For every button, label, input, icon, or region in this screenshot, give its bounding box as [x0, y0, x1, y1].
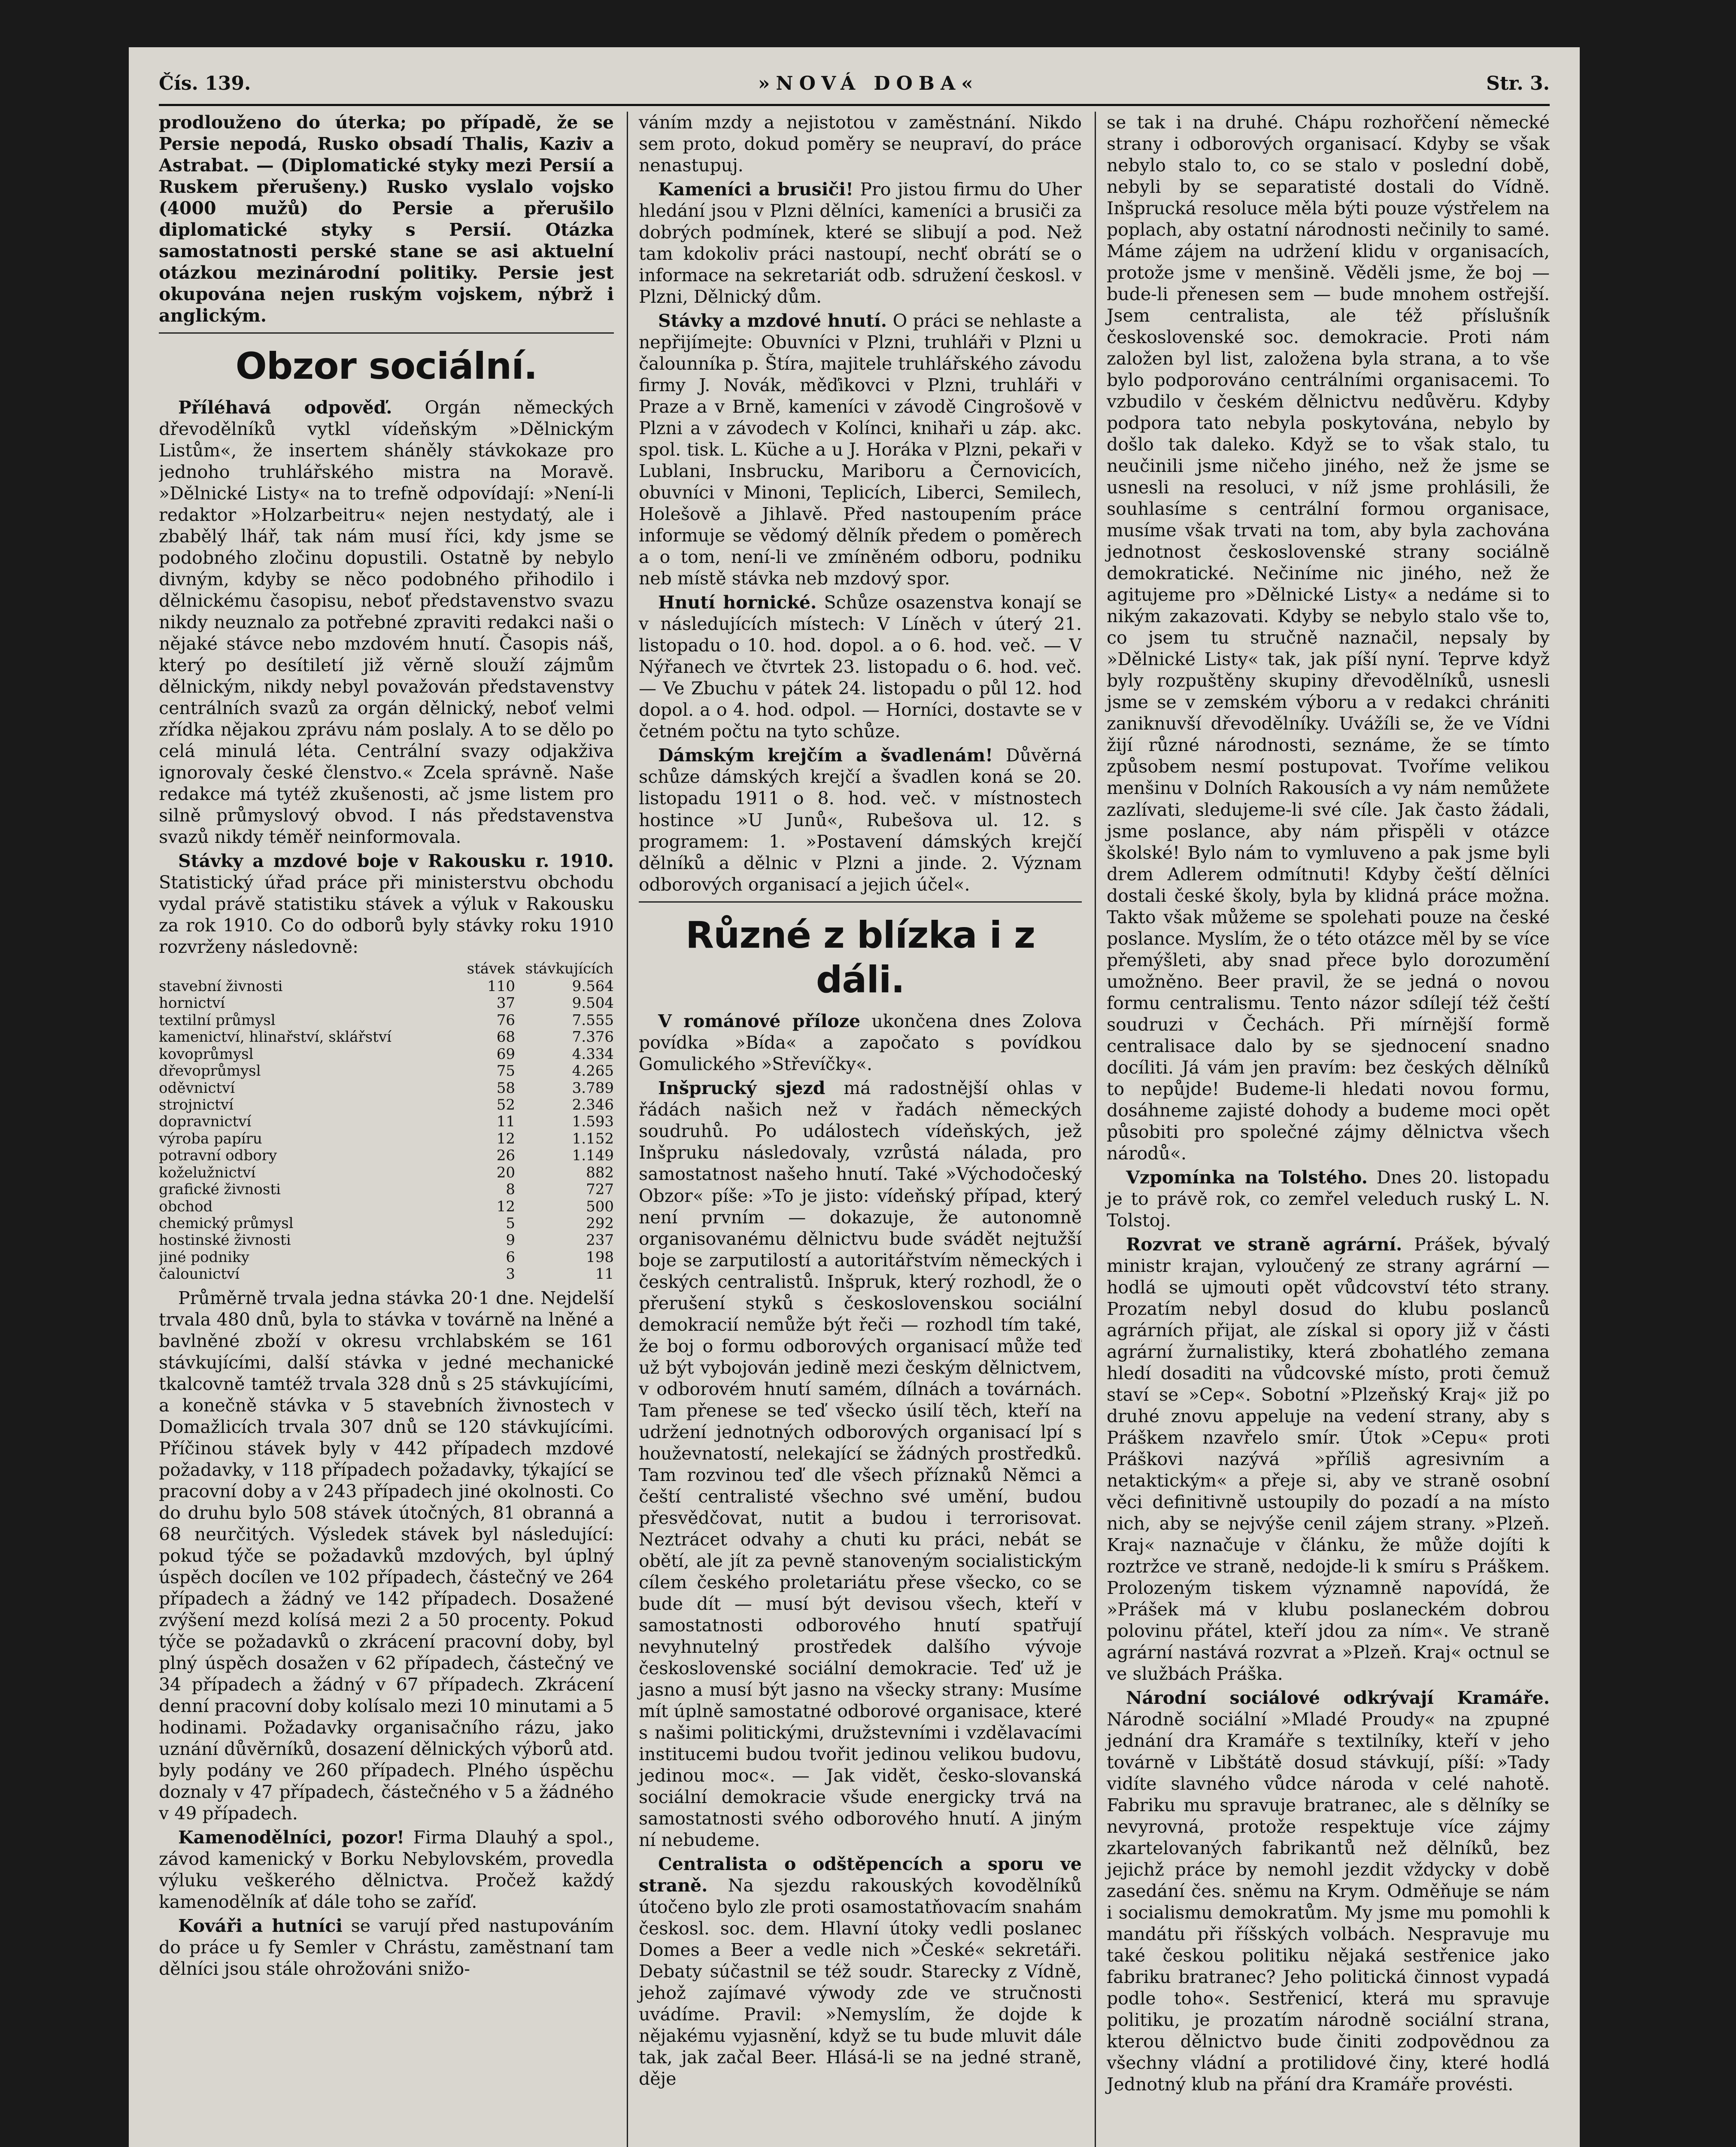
table-row [159, 1165, 614, 1181]
article-kramar [1107, 1687, 1550, 2095]
table-row [159, 1046, 614, 1063]
table-cell-branch: kovoprůmysl [159, 1045, 254, 1063]
table-cell-strikes: 8 [506, 1181, 515, 1198]
table-cell-strikers: 3.789 [572, 1079, 614, 1097]
article-body: ukončena dnes Zolova povídka »Bída« a započato s povídkou Gomulického »Střevíčky«. [639, 1011, 1082, 1075]
article-centralista [639, 1853, 1082, 2089]
article-heading: Inšprucký sjezd [658, 1078, 826, 1099]
article-agrarni [1107, 1234, 1550, 1685]
table-row [159, 1181, 614, 1198]
table-cell-branch: obchod [159, 1198, 213, 1215]
table-cell-strikers: 9.504 [572, 994, 614, 1012]
table-cell-strikes: 37 [496, 994, 515, 1012]
table-row [159, 995, 614, 1012]
table-row [159, 978, 614, 995]
article-krejci [639, 745, 1082, 895]
table-cell-branch: stavební živnosti [159, 977, 283, 995]
table-row [159, 1147, 614, 1164]
table-row [159, 1198, 614, 1215]
table-row [159, 1029, 614, 1046]
article-strike-details: Průměrně trvala jedna stávka 20·1 dne. Nejdelší trvala 480 dnů, byla to stávka v továrně na lněné a bavlněné zboží v okresu vrchlabském se 161 stávkujícími, další stávka v jedné mechanické tkalcovně tamtéž trvala 328 dnů s 25 stávkujícími, a konečně stávka v 5 stavebních živnostech v Domažlicích trvala 307 dnů se 120 stávkujícími. Příčinou stávek byly v 442 případech mzdové požadavky, v 118 případech požadavky, týkající se pracovní doby a v 243 případech jiné okolnosti. Co do druhu bylo 508 stávek útočných, 81 obranná a 68 neurčitých. Výsledek stávek byl následující: pokud týče se požadavků mzdových, byl úplný úspěch docílen ve 102 případech, částečný ve 264 případech a žádný ve 142 případech. Dosažené zvýšení mezd kolísá mezi 2 a 50 procenty. Pokud týče se požadavků o zkrácení pracovní doby, byl plný úspěch dosažen v 62 případech, částečný ve 34 případech a žádný v 67 případech. Zkrácení denní pracovní doby kolísalo mezi 10 minutami a 5 hodinami. Požadavky organisačního rázu, jako uznání důvěrníků, dosazení dělnických výborů atd. byly podány ve 260 případech. Plného úspěchu doznaly v 47 případech, částečného v 5 a žádného v 49 případech. [159, 1287, 614, 1824]
table-cell-strikers: 11 [595, 1265, 614, 1283]
table-row [159, 1131, 614, 1147]
table-cell-strikes: 12 [496, 1198, 515, 1215]
table-cell-branch: hostinské živnosti [159, 1232, 291, 1249]
table-cell-strikers: 7.376 [572, 1028, 614, 1046]
table-cell-branch: čalounictví [159, 1265, 240, 1283]
column-3 [1095, 112, 1550, 2147]
article-body: Dnes 20. listopadu je to právě rok, co zemřel veleduch ruský L. N. Tolstoj. [1107, 1167, 1550, 1231]
article-heading: Dámským krejčím a švadlenám! [658, 745, 993, 766]
article-odpoved [159, 397, 614, 848]
table-cell-strikes: 110 [487, 977, 515, 995]
table-cell-branch: grafické živnosti [159, 1181, 281, 1198]
divider [639, 901, 1082, 903]
table-cell-strikers: 198 [586, 1248, 614, 1266]
table-cell-strikers: 292 [586, 1215, 614, 1232]
article-persia-continued: prodlouženo do úterka; po případě, že se Persie nepodá, Rusko obsadí Thalis, Kaziv a Astrabat. — (Diplomatické styky mezi Persií a Ruskem přerušeny.) Rusko vyslalo vojsko (4000 mužů) do Persie a přerušilo diplomatické styky s Persií. Otázka samostatnosti perské stane se asi aktuelní otázkou mezinárodní politiky. Persie jest okupována nejen ruským vojskem, nýbrž i anglickým. [159, 112, 614, 326]
table-cell-branch: strojnictví [159, 1096, 234, 1113]
article-insprucky [639, 1077, 1082, 1851]
article-centralista-continued: se tak i na druhé. Chápu rozhořčení německé strany i odborových organisací. Kdyby se však nebylo stalo to, co se stalo v poslední době, nebyli by se separatisté dostali do Vídně. Inšprucká resoluce měla býti pouze výstřelem na poplach, aby ostatní národnosti nečinily to samé. Máme zájem na udržení klidu v organisacích, protože jsme v menšině. Věděli jsme, že boj — bude-li přenesen sem — bude mnohem ostřejší. Jsem centralista, ale též příslušník československé soc. demokracie. Proti nám založen byl list, založena byla strana, a to vše bylo podporováno centrálními organisacemi. To vzbudilo v českém dělnictvu nedůvěru. Kdyby podpora tato nebyla poskytována, nebylo by došlo tak daleko. Když se to však stalo, tu neučinili jsme ničeho jiného, než že jsme se usnesli na resoluci, v níž jsme prohlásili, že souhlasíme s centrální formou organisace, musíme však trvati na tom, aby byla zachována jednotnost československé strany sociálně demokratické. Nečiníme nic jiného, než že agitujeme pro »Dělnické Listy« a nedáme si to nikým zakazovati. Kdyby se nebylo stalo vše to, co jsem tu stručně naznačil, nepsaly by »Dělnické Listy« tak, jak píší nyní. Teprve když byly rozpuštěny skupiny dřevodělníků, usnesli jsme se v zemském výboru a v redakci chrániti zaniknuvší dřevodělníky. Uvážíli se, že ve Vídni žijí různé národnosti, seznáme, že se tímto způsobem nesmí postupovat. Tvoříme velikou menšinu v Dolních Rakousích a vy nám nemůžete zazlívati, sledujeme-li své cíle. Jak často žádali, jsme poslance, aby nám přispěli v otázce školské! Bylo nám to vymluveno a pak jsme byli drem Adlerem odmítnuti! Kdyby čeští dělníci dostali české školy, byla by klidná práce možna. Takto však můžeme se spolehati pouze na české poslance. Myslím, že o této otázce měl by se více přemýšleti, aby snad přece bylo dorozumění umožněno. Beer pravil, že se jedná o novou formu centralismu. Tento názor sdílejí též čeští soudruzi v Čechách. Při mírnější formě centralisace dalo by se sjednocení snadno docíliti. Já vám jen pravím: bez českých dělníků to nepůjde! Budeme-li hledati novou formu, dosáhneme zajisté dohody a budeme moci opět působiti pro společné zájmy dělnictva všech národů«. [1107, 112, 1550, 1164]
column-1 [159, 112, 614, 2147]
table-cell-strikers: 7.555 [572, 1011, 614, 1029]
column-2 [627, 112, 1082, 2147]
article-body: Firma Dlauhý a spol., závod kamenický v Borku Nebylovském, provedla výluku veškerého dělnictva. Pročež každý kamenodělník ať dále toho se zaříď. [159, 1827, 614, 1913]
article-body: Na sjezdu rakouských kovodělníků útočeno bylo zle proti osamostatňovacím snahám českosl. soc. dem. Hlavní útoky vedli poslanec Domes a Beer a vedle nich »České« sekretáři. Debaty súčastnil se též soudr. Starecky z Vídně, jehož zajímavé výwody zde ve stručnosti uvádíme. Pravil: »Nemyslím, že dojde k nějakému vyjasnění, když se tu bude mluvit dále tak, jak začal Beer. Hlásá-li se na jedné straně, děje [639, 1875, 1082, 2089]
article-heading: Hnutí hornické. [658, 592, 817, 613]
article-hornicke [639, 592, 1082, 742]
article-body: O práci se nehlaste a nepřijímejte: Obuvníci v Plzni, truhláři v Plzni u čalounníka p. Štíra, majitele truhlářského závodu firmy J. Novák, měďikovci v Plzni, truhláři v Praze a v Brně, kameníci v závodě Cingrošově v Plzni a v závodech v Kolínci, knihaři u záp. akc. spol. tisk. L. Küche a u J. Horáka v Plzni, pekaři v Lublani, Insbrucku, Mariboru a Černovicích, obuvníci v Minoni, Teplicích, Liberci, Semilech, Holešově a Jihlavě. Před nastoupením práce informuje se vědomý dělník předem o poměrech a o tom, není-li ve zmíněném odboru, podniku neb místě stávka neb mzdový spor. [639, 310, 1082, 589]
table-cell-strikes: 9 [506, 1232, 515, 1249]
article-body: Pro jistou firmu do Uher hledání jsou v Plzni dělníci, kameníci a brusiči za dobrých podmínek, které se slibují a pod. Než tam kdokoliv práci nastoupí, nechť obrátí se o informace na sekretariát odb. sdružení českosl. v Plzni, Dělnický dům. [639, 179, 1082, 307]
newspaper-title: »NOVÁ DOBA« [758, 72, 979, 94]
article-heading: Stávky a mzdové hnutí. [658, 310, 887, 331]
newspaper-page [129, 47, 1580, 2147]
table-row [159, 1063, 614, 1080]
table-cell-strikers: 4.265 [572, 1062, 614, 1080]
table-cell-strikes: 3 [506, 1265, 515, 1283]
table-cell-strikers: 500 [586, 1198, 614, 1215]
article-body: Statistický úřad práce při ministerstvu obchodu vydal právě statistiku stávek a výluk v Rakousku za rok 1910. Co do odborů byly stávky roku 1910 rozvrženy následovně: [159, 872, 614, 958]
article-heading: Stávky a mzdové boje v Rakousku r. 1910. [178, 851, 614, 872]
table-cell-branch: chemický průmysl [159, 1215, 294, 1232]
article-kovari-continued: váním mzdy a nejistotou v zaměstnání. Nikdo sem proto, dokud poměry se neupraví, do práce nenastupuj. [639, 112, 1082, 176]
table-cell-strikers: 1.593 [572, 1113, 614, 1131]
table-cell-strikes: 12 [496, 1130, 515, 1147]
issue-number: Čís. 139. [159, 72, 251, 94]
table-cell-strikers: 2.346 [572, 1096, 614, 1113]
article-body: Schůze osazenstva konají se v následujících místech: V Líněch v úterý 21. listopadu o 10. hod. dopol. a o 6. hod. več. — V Nýřanech ve čtvrtek 23. listopadu o 6. hod. več. — Ve Zbuchu v pátek 24. listopadu o půl 12. hod dopol. a o 4. hod. odpol. — Horníci, dostavte se v četném počtu na tyto schůze. [639, 592, 1082, 742]
article-heading: Kameníci a brusiči! [658, 179, 853, 200]
table-cell-strikers: 1.152 [572, 1130, 614, 1147]
table-row [159, 1113, 614, 1130]
table-cell-strikes: 6 [506, 1248, 515, 1266]
article-kamenodelnici [159, 1827, 614, 1913]
article-heading: Rozvrat ve straně agrární. [1126, 1234, 1402, 1255]
table-body [159, 978, 614, 1283]
table-cell-branch: potravní odbory [159, 1147, 277, 1165]
article-kovari [159, 1915, 614, 1980]
table-cell-strikes: 76 [496, 1011, 515, 1029]
table-row [159, 1215, 614, 1232]
article-heading: Vzpomínka na Tolstého. [1126, 1167, 1368, 1188]
article-heading: Národní sociálové odkrývají Kramáře. [1126, 1688, 1550, 1709]
table-row [159, 1232, 614, 1249]
table-cell-strikes: 75 [496, 1062, 515, 1080]
article-heading: Kamenodělníci, pozor! [178, 1827, 405, 1848]
table-cell-strikes: 58 [496, 1079, 515, 1097]
table-cell-strikes: 20 [496, 1164, 515, 1181]
article-heading: V románové příloze [658, 1011, 861, 1032]
section-title-social: Obzor sociální. [235, 345, 537, 388]
table-cell-strikes: 5 [506, 1215, 515, 1232]
table-cell-branch: hornictví [159, 994, 225, 1012]
table-row [159, 1080, 614, 1097]
table-cell-strikes: 26 [496, 1147, 515, 1165]
table-header-strikers: stávkujících [525, 960, 613, 978]
table-cell-strikers: 9.564 [572, 977, 614, 995]
table-cell-branch: výroba papíru [159, 1130, 262, 1147]
table-cell-strikes: 52 [496, 1096, 515, 1113]
article-heading: Kováři a hutníci [178, 1916, 343, 1937]
table-cell-branch: dřevoprůmysl [159, 1062, 261, 1080]
page-header [159, 63, 1550, 106]
article-body: Orgán německých dřevodělníků vytkl vídeňským »Dělnickým Listům«, že insertem sháněly stávkokaze pro jednoho truhlářského mistra na Moravě. »Dělnické Listy« na to trefně odpovídají: »Není-li redaktor »Holzarbeitru« nejen nestydatý, ale i zbabělý lhář, tak nám musí říci, kdy jsme se podobného zločinu dopustili. Ostatně by nebylo divným, kdyby se něco podobného přihodilo i dělnickému časopisu, neboť představenstvo svazu nikdy neuznalo za potřebné zpraviti redakci naši o nějaké stávce nebo mzdovém hnutí. Časopis náš, který po desítiletí již věrně slouží zájmům dělnickým, nikdy nebyl považován představenstvy centrálních svazů za orgán dělnický, neboť velmi zřídka nějakou zprávu nám poslaly. A to se dělo po celá minulá léta. Centrální svazy odjakživa ignorovaly české členstvo.« Zcela správně. Naše redakce má tytéž zkušenosti, ač jsme listem pro silně průmyslový obvod. I nás představenstva svazů nikdy téměř neinformovala. [159, 397, 614, 848]
table-header-strikes: stávek [467, 960, 515, 978]
divider [159, 332, 614, 334]
table-row [159, 1249, 614, 1266]
article-body: Důvěrná schůze dámských krejčí a švadlen koná se 20. listopadu 1911 o 8. hod. več. v místnostech hostince »U Junů«, Rubešova ul. 12. s programem: 1. »Postavení dámských krejčí dělníků a dělnic v Plzni a jinde. 2. Význam odborových organisací a jejich účel«. [639, 745, 1082, 895]
table-cell-strikers: 4.334 [572, 1045, 614, 1063]
table-row [159, 1012, 614, 1029]
table-cell-branch: dopravnictví [159, 1113, 252, 1131]
section-title-misc: Různé z blízka i z dáli. [685, 913, 1035, 1002]
article-kamenici [639, 179, 1082, 307]
article-body: Národně sociální »Mladé Proudy« na zpupné jednání dra Kramáře s textilníky, kteří v jeho továrně v Libštátě dosud stávkují, píší: »Tady vidíte slavného vůdce národa v celé nahotě. Fabriku mu spravuje bratranec, ale s dělníky se nevyrovná, protože respektuje více zájmy zkartelovaných fabrikantů než dělníků, bez jejichž práce by nemohl jezdit vždycky v době zasedání čes. sněmu na Krym. Odměňuje se nám i socialismu demokratům. My jsme mu pomohli k mandátu při říšských volbách. Nespravuje mu také českou politiku nějaká sestřenice jako fabriku bratranec? Jeho politická činnost vypadá podle toho«. Sestřenicí, která mu spravuje politiku, je prozatím národně sociální strana, kterou dělnictvo bude činiti zodpovědnou za všechny vládní a protilidové činy, které hodlá Jednotný klub na přání dra Kramáře provésti. [1107, 1709, 1550, 2095]
table-cell-branch: kamenictví, hlinařství, sklářství [159, 1028, 392, 1046]
article-tolstoj [1107, 1167, 1550, 1231]
article-body: se varují před nastupováním do práce u fy Semler v Chrástu, zaměstnaní tam dělníci jsou stále ohrožováni snižo- [159, 1916, 614, 1980]
article-heading: Centralista o odštěpencích a sporu ve straně. [639, 1853, 1082, 1896]
article-romanove [639, 1010, 1082, 1075]
table-cell-strikers: 1.149 [572, 1147, 614, 1165]
strike-statistics-table [159, 960, 614, 1283]
table-row [159, 1266, 614, 1283]
page-number: Str. 3. [1486, 72, 1550, 94]
table-cell-strikers: 237 [586, 1232, 614, 1249]
article-heading: Příléhavá odpověď. [178, 397, 392, 418]
article-body: Prášek, bývalý ministr krajan, vyloučený ze strany agrární — hodlá se ujmouti opět vůdcovství této strany. Prozatím nebyl dosud do klubu poslanců agrárních přijat, ale získal si opory již v části agrární žurnalistiky, která zbohatlého zemana hledí dosaditi na vůdcovské místo, proti čemuž staví se »Cep«. Sobotní »Plzeňský Kraj« již po druhé znovu appeluje na vedení strany, aby s Práškem nzavřelo smír. Útok »Cepu« proti Práškovi nazývá »příliš agresivním a netaktickým« a přeje si, aby ve straně osobní věci definitivně ustoupily do pozadí a na místo nich, aby se nejvýše cenil zájem strany. »Plzeň. Kraj« naznačuje v článku, že může dojíti k roztržce ve straně, nedojde-li k smíru s Práškem. Prolozeným tiskem významně napovídá, že »Prášek má v klubu poslaneckém dobrou polovinu přátel, kteří jdou za ním«. Ve straně agrární nastává rozvrat a »Plzeň. Kraj« octnul se ve službách Práška. [1107, 1234, 1550, 1685]
table-header-row [159, 960, 614, 978]
table-cell-strikes: 68 [496, 1028, 515, 1046]
article-stavky-hnuti [639, 310, 1082, 589]
article-stavky [159, 850, 614, 958]
table-cell-branch: oděvnictví [159, 1079, 235, 1097]
table-cell-strikers: 727 [586, 1181, 614, 1198]
table-cell-branch: koželužnictví [159, 1164, 256, 1181]
table-row [159, 1097, 614, 1113]
table-cell-strikes: 11 [496, 1113, 515, 1131]
table-cell-strikes: 69 [496, 1045, 515, 1063]
table-cell-branch: textilní průmysl [159, 1011, 276, 1029]
article-body: má radostnější ohlas v řádách našich než v řadách německých soudruhů. Po událostech vídeňských, jež Inšpruku následovaly, vzrůstá nálada, pro samostatnost našeho hnutí. Také »Východočeský Obzor« píše: »To je jisto: vídeňský případ, který není prvním — dokazuje, že autonomně organisovanému dělnictvu bude svádět nejtužší boje se zarputilostí a autoritářstvím německých i českých centralistů. Inšpruk, který rozhodl, že o přerušení styků s československou sociální demokracií nemůže být řeči — rozhodl tím také, že boj o formu odborových organisací může teď už být vybojován jedině mezi českým dělnictvem, v odborovém hnutí samém, dílnách a továrnách. Tam přenese se teď všecko úsilí těch, kteří na udržení jednotných odborových organisací lpí s houževnatostí, nelekající se žádných prostředků. Tam rozvinou teď dle všech příznaků Němci a čeští centralisté všechno své umění, budou přesvědčovat, nutit a budou i terrorisovat. Neztrácet odvahy a chuti ku práci, nebát se obětí, ale jít za pevně stanoveným socialistickým cílem českého proletariátu přese všecko, co se bude dít — musí být devisou všech, kteří v samostatnosti odborového hnutí spatřují nevyhnutelný prostředek dalšího vývoje československé sociální demokracie. Teď už je jasno a musí být jasno na všecky strany: Musíme mít úplně samostatné odborové organisace, které s našimi politickými, družstevními i vzdělavacími institucemi budou tvořit jedinou velikou budovu, jedinou moc«. — Jak vidět, česko-slovanská sociální demokracie všude energicky trvá na samostatnosti svého odborového hnutí. A jiným ní nebudeme. [639, 1078, 1082, 1850]
table-cell-strikers: 882 [586, 1164, 614, 1181]
table-cell-branch: jiné podniky [159, 1248, 249, 1266]
